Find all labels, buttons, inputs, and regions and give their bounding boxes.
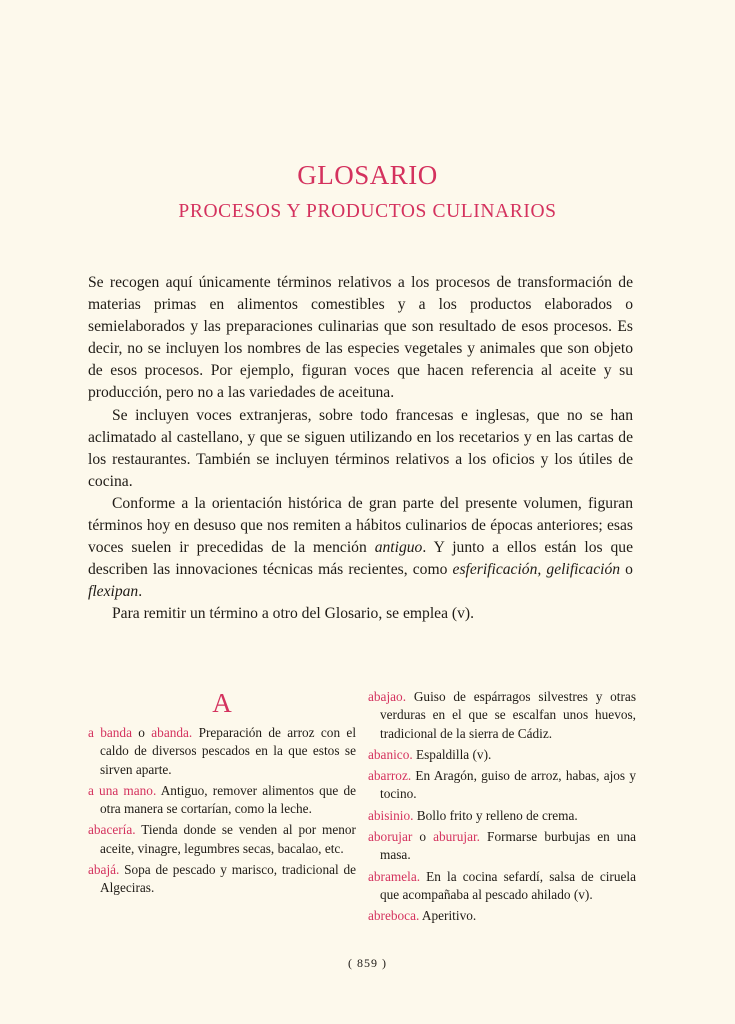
entry-headword: abarroz. [368, 768, 412, 784]
glossary-entry [368, 746, 636, 764]
glossary-entry [88, 821, 356, 858]
entry-headword-variant: aburujar. [433, 829, 480, 845]
entry-definition: Antiguo, remover alimentos que de otra manera se cortarían, como la leche. [100, 782, 356, 817]
entry-definition: Formarse burbujas en una masa. [380, 829, 637, 863]
entry-separator: o [412, 829, 434, 845]
entry-definition: En la cocina sefardí, salsa de ciruela que acompañaba al pescado ahilado (v). [380, 868, 636, 902]
entry-list-left [88, 724, 356, 898]
section-letter: A [212, 688, 232, 718]
intro-p3-italic-antiguo: antiguo [374, 539, 423, 557]
glossary-entry [88, 724, 356, 779]
glossary-column-right [368, 688, 636, 929]
entry-headword: abajao. [368, 689, 407, 704]
entry-separator: o [131, 725, 152, 740]
entry-headword: abacería. [88, 822, 136, 838]
entry-headword: abisinio. [368, 807, 414, 823]
entry-list-right [368, 688, 636, 926]
intro-p3-text: . [138, 583, 143, 601]
glossary-entry [368, 767, 636, 804]
intro-p3-italic-terms: esferificación, gelificación [452, 561, 621, 579]
intro-p3-text: o [620, 561, 633, 579]
intro-paragraph-3 [88, 493, 633, 603]
intro-p3-italic-flexipan: flexipan [88, 583, 139, 601]
entry-headword: abajá. [88, 862, 120, 878]
entry-headword: a banda [88, 725, 132, 740]
page-number: ( 859 ) [348, 956, 387, 970]
glossary-entry [368, 907, 636, 925]
entry-definition: Sopa de pescado y marisco, tradicional de Algeciras. [100, 862, 356, 896]
entry-definition: Bollo frito y relleno de crema. [413, 807, 578, 823]
intro-p3-text: Conforme a la orientación histórica de gran parte del presente volumen, figuran términos hoy en desuso que nos remiten a hábitos culinarios de épocas anteriores; esas voces suelen ir precedidas de la mención [88, 494, 633, 557]
entry-headword: abanico. [368, 746, 413, 762]
glossary-entry [368, 807, 636, 825]
glossary-entry [368, 868, 636, 905]
glossary-entry [368, 828, 636, 865]
glossary-entry [368, 688, 636, 743]
entry-headword: aborujar [368, 829, 413, 845]
entry-definition: Guiso de espárragos silvestres y otras verduras en el que se escalfan unos huevos, tradicional de la sierra de Cádiz. [380, 689, 636, 741]
glossary-column-left [88, 688, 356, 901]
entry-definition: En Aragón, guiso de arroz, habas, ajos y tocino. [380, 768, 636, 802]
page-subtitle: PROCESOS Y PRODUCTOS CULINARIOS [178, 201, 557, 222]
entry-definition: Preparación de arroz con el caldo de diversos pescados en la que estos se sirven aparte. [100, 725, 357, 777]
entry-headword-variant: abanda. [151, 725, 193, 740]
page-title: GLOSARIO [297, 160, 438, 190]
intro-paragraph-4: Para remitir un término a otro del Glosario, se emplea (v). [112, 605, 475, 623]
entry-headword: a una mano. [88, 782, 157, 798]
intro-paragraph-1: Se recogen aquí únicamente términos relativos a los procesos de transformación de materias primas en alimentos comestibles y a los productos elaborados o semielaborados y las preparaciones culinarias que son resultado de esos procesos. Es decir, no se incluyen los nombres de las especies vegetales y animales que son objeto de esos procesos. Por ejemplo, figuran voces que hacen referencia al aceite y su producción, pero no a las variedades de aceituna. [88, 274, 633, 402]
intro-p3-text: . Y junto a ellos están los que describen las innovaciones técnicas más recientes, como [88, 539, 633, 579]
entry-headword: abramela. [368, 868, 421, 884]
intro-text [88, 272, 633, 626]
glossary-entry [88, 861, 356, 898]
glossary-entry [88, 782, 356, 819]
entry-definition: Aperitivo. [419, 908, 477, 924]
intro-paragraph-2: Se incluyen voces extranjeras, sobre todo francesas e inglesas, que no se han aclimatado al castellano, y que se siguen utilizando en los recetarios y en las cartas de los restaurantes. También se incluyen términos relativos a los oficios y los útiles de cocina. [88, 406, 633, 490]
entry-definition: Espaldilla (v). [412, 746, 492, 762]
entry-definition: Tienda donde se venden al por menor aceite, vinagre, legumbres secas, bacalao, etc. [100, 822, 356, 856]
entry-headword: abreboca. [368, 908, 420, 924]
